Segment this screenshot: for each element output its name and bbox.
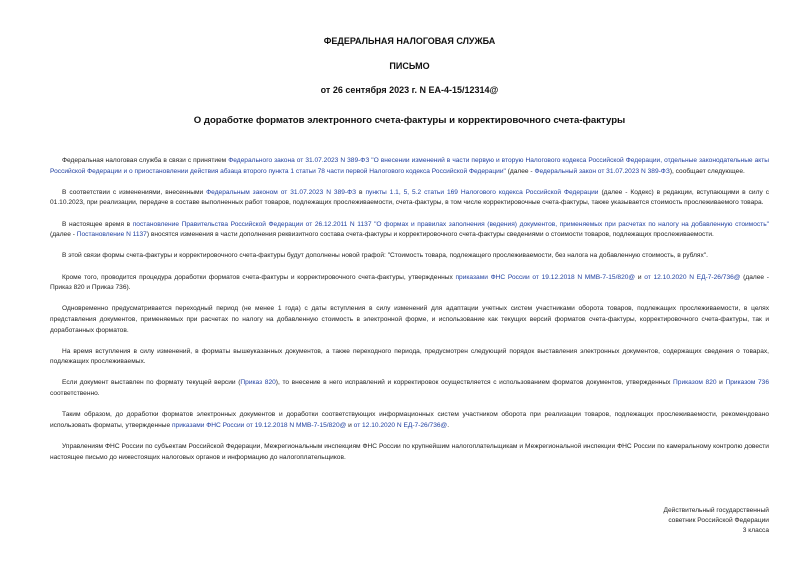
link-order-820[interactable]: приказами ФНС России от 19.12.2018 N ММВ-7-15/820@ bbox=[171, 421, 347, 429]
text: (далее - Кодекс) в редакции, вступающими в силу с 01.10.2023, при реализации, передаче в составе выполненных работ товаров, подлежащих прослеживаемости, счета-фактуры, в том числе корректировочные счета-фактуры, также указывается стоимость прослеживаемого товара. bbox=[50, 188, 769, 207]
text: В этой связи формы счета-фактуры и корректировочного счета-фактуры будут дополнены новой графой: "Стоимость товара, подлежащего прослеживаемости, без налога на добавленную стоимость, в рублях". bbox=[62, 252, 708, 260]
text: Федеральная налоговая служба в связи с принятием bbox=[62, 157, 229, 164]
link-order-820[interactable]: приказами ФНС России от 19.12.2018 N ММВ-7-15/820@ bbox=[455, 273, 636, 281]
text: . bbox=[447, 421, 450, 429]
text: в bbox=[356, 188, 366, 196]
signature-line: советник Российской Федерации bbox=[668, 517, 769, 525]
text: В настоящее время в bbox=[62, 220, 133, 228]
paragraph-7 bbox=[50, 347, 769, 368]
link-decree-1137-short[interactable]: Постановление N 1137 bbox=[76, 231, 147, 239]
text: и bbox=[635, 273, 645, 281]
text: Управлениям ФНС России по субъектам Российской Федерации, Межрегиональным инспекциям ФНС России по крупнейшим налогоплательщикам и Межрегиональной инспекции ФНС России по камеральному контролю довести настоящее письмо до нижестоящих налоговых органов и информацию до налогоплательщиков. bbox=[50, 443, 769, 461]
paragraph-9 bbox=[50, 410, 769, 431]
text: ), сообщает следующее. bbox=[669, 167, 745, 175]
paragraph-5 bbox=[50, 273, 769, 294]
text: Одновременно предусматривается переходный период (не менее 1 года) с даты вступления в силу изменений для адаптации учетных систем участниками оборота товаров, подлежащих прослеживаемости, в целях представления документов, применяемых при расчетах по налогу на добавленную стоимость в электронной форме, и использование как текущих версий форматов счета-фактуры, корректировочного счета-фактуры, так и доработанных форматов. bbox=[50, 305, 769, 334]
link-federal-law-389-short[interactable]: Федеральный закон от 31.07.2023 N 389-ФЗ bbox=[534, 167, 670, 175]
paragraph-10 bbox=[50, 442, 769, 463]
document-date-number: от 26 сентября 2023 г. N ЕА-4-15/12314@ bbox=[320, 85, 499, 95]
link-government-decree-1137[interactable]: постановление Правительства Российской Федерации от 26.12.2011 N 1137 "О формах и правилах заполнения (ведения) документов, применяемых при расчетах по налогу на добавленную стоимость" bbox=[132, 220, 769, 228]
paragraph-2 bbox=[50, 188, 769, 209]
link-tax-code-article-169[interactable]: пункты 1.1, 5, 5.2 статьи 169 Налогового кодекса Российской Федерации bbox=[365, 188, 599, 196]
link-order-736-short[interactable]: Приказом 736 bbox=[725, 379, 769, 387]
paragraph-4 bbox=[50, 251, 769, 262]
paragraph-8 bbox=[50, 378, 769, 399]
text: (далее - bbox=[505, 167, 535, 175]
link-order-736[interactable]: от 12.10.2020 N ЕД-7-26/736@ bbox=[353, 421, 448, 429]
document-title: О доработке форматов электронного счета-фактуры и корректировочного счета-фактуры bbox=[193, 115, 626, 126]
text: (далее - bbox=[50, 231, 77, 239]
text: ) вносятся изменения в части дополнения реквизитного состава счета-фактуры и корректировочного счета-фактуры сведениями о стоимости товаров, подлежащих прослеживаемости. bbox=[146, 231, 714, 239]
link-order-820-short[interactable]: Приказом 820 bbox=[673, 379, 717, 387]
text: соответственно. bbox=[50, 390, 100, 398]
link-federal-law-389[interactable]: Федеральным законом от 31.07.2023 N 389-ФЗ bbox=[206, 188, 357, 196]
text: и bbox=[716, 379, 726, 387]
text: ), то внесение в него исправлений и корректировок осуществляется с использованием форматов документов, утвержденных bbox=[275, 379, 674, 387]
text: Если документ выставлен по формату текущей версии ( bbox=[62, 379, 241, 387]
paragraph-6 bbox=[50, 304, 769, 336]
text: Кроме того, проводится процедура доработки форматов счета-фактуры и корректировочного счета-фактуры, утвержденных bbox=[62, 273, 456, 281]
text: На время вступления в силу изменений, в форматы вышеуказанных документов, а также переходного периода, предусмотрен следующий порядок выставления электронных документов, содержащих сведения о товарах, подлежащих прослеживаемых. bbox=[50, 347, 769, 366]
text: (далее - Приказ 820 и Приказ 736). bbox=[50, 273, 769, 292]
text: и bbox=[346, 421, 354, 429]
signature-block bbox=[664, 506, 770, 537]
signature-line: 3 класса bbox=[742, 527, 769, 535]
link-federal-law-389[interactable]: Федерального закона от 31.07.2023 N 389-ФЗ "О внесении изменений в части первую и вторую Налогового кодекса Российской Федерации, отдельные законодательные акты Российской Федерации и о приостановлении действия абзаца второго пункта 1 статьи 78 части первой Налогового кодекса Российской Федерации" bbox=[50, 157, 769, 175]
agency-name: ФЕДЕРАЛЬНАЯ НАЛОГОВАЯ СЛУЖБА bbox=[323, 36, 496, 46]
text: В соответствии с изменениями, внесенными bbox=[62, 188, 207, 196]
text: Таким образом, до доработки форматов электронных документов и доработки соответствующих информационных систем участником оборота при реализации товаров, подлежащих прослеживаемости, рекомендовано использовать форматы, утвержденные bbox=[50, 411, 769, 429]
link-order-820-short[interactable]: Приказ 820 bbox=[240, 379, 276, 387]
paragraph-1 bbox=[50, 156, 769, 177]
document-type: ПИСЬМО bbox=[389, 61, 430, 71]
link-order-736[interactable]: от 12.10.2020 N ЕД-7-26/736@ bbox=[644, 273, 741, 281]
signature-line: Действительный государственный bbox=[663, 507, 769, 514]
paragraph-3 bbox=[50, 220, 769, 241]
